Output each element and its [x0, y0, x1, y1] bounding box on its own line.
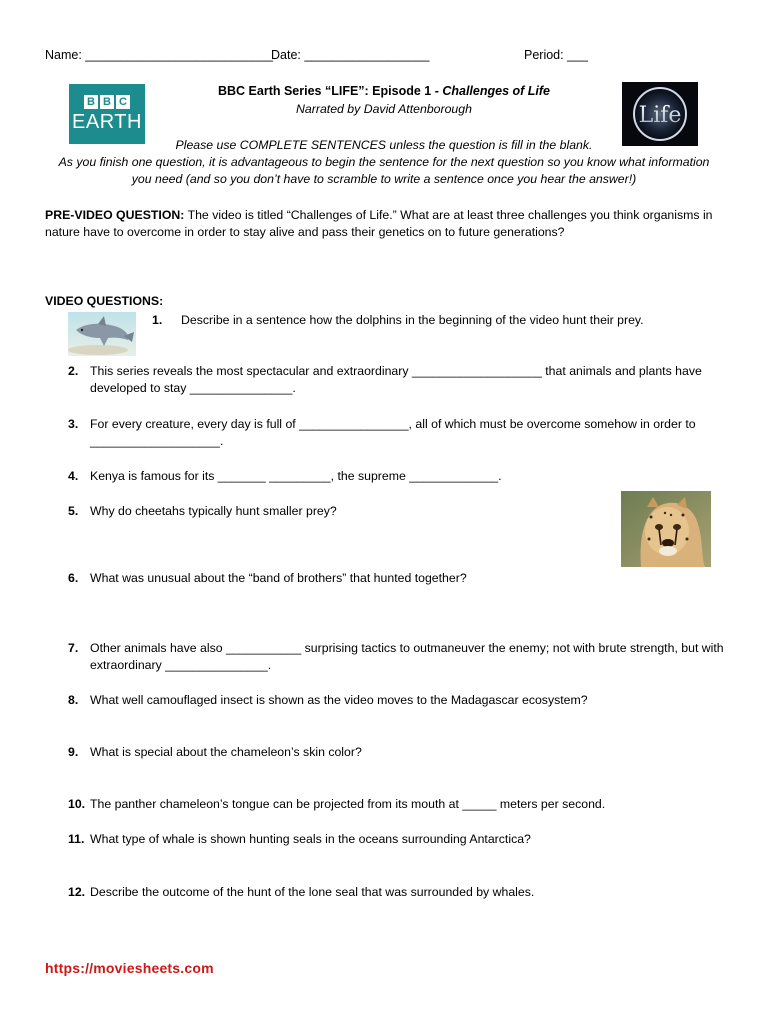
question-12 [68, 884, 728, 901]
instructions-line-1: Please use COMPLETE SENTENCES unless the question is fill in the blank. [175, 138, 593, 152]
question-number: 1. [152, 313, 163, 327]
question-number: 7. [68, 641, 79, 655]
question-number: 4. [68, 469, 79, 483]
moviesheets-link[interactable]: https://moviesheets.com [45, 960, 214, 976]
date-field: Date: __________________ [271, 48, 430, 62]
question-6 [68, 570, 728, 587]
question-number: 12. [68, 885, 86, 899]
worksheet-title [0, 84, 768, 98]
bbc-letter-c: C [116, 95, 130, 109]
name-field: Name: ___________________________ [45, 48, 273, 62]
cheetah-image [621, 491, 711, 567]
question-number: 8. [68, 693, 79, 707]
question-2 [68, 363, 728, 397]
narrator-line: Narrated by David Attenborough [296, 102, 472, 116]
bbc-letter-b1: B [84, 95, 98, 109]
question-number: 3. [68, 417, 79, 431]
question-text: The panther chameleon’s tongue can be projected from its mouth at _____ meters per second. [90, 797, 606, 811]
instructions-line-2: As you finish one question, it is advantageous to begin the sentence for the next question so you know what information [58, 155, 710, 169]
question-number: 5. [68, 504, 79, 518]
question-text: What well camouflaged insect is shown as the video moves to the Madagascar ecosystem? [90, 693, 588, 707]
pre-video-text: The video is titled “Challenges of Life.” What are at least three challenges you think organisms in nature have to overcome in order to stay alive and pass their genetics on to future generations? [45, 208, 713, 239]
dolphin-icon [68, 312, 136, 356]
question-text: Why do cheetahs typically hunt smaller prey? [90, 504, 337, 518]
pre-video-label: PRE-VIDEO QUESTION: [45, 208, 185, 222]
question-text: Kenya is famous for its _______ _________, the supreme _____________. [90, 469, 502, 483]
episode-title: Challenges of Life [442, 84, 550, 98]
question-number: 9. [68, 745, 79, 759]
question-number: 11. [68, 832, 85, 846]
question-number: 10. [68, 797, 86, 811]
video-questions-heading: VIDEO QUESTIONS: [45, 294, 164, 308]
question-3 [68, 416, 728, 450]
question-7 [68, 640, 728, 674]
question-text: What was unusual about the “band of brothers” that hunted together? [90, 571, 467, 585]
question-9 [68, 744, 728, 761]
question-8 [68, 692, 728, 709]
question-number: 6. [68, 571, 79, 585]
question-text: Describe the outcome of the hunt of the lone seal that was surrounded by whales. [90, 885, 535, 899]
title-prefix: BBC Earth Series “LIFE”: Episode 1 - [217, 84, 443, 98]
question-11 [68, 831, 728, 848]
pre-video-question [45, 207, 725, 241]
question-text: For every creature, every day is full of ________________, all of which must be overcome somehow in order to ___________________. [90, 417, 696, 448]
cheetah-icon [621, 491, 711, 567]
period-field: Period: ___ [524, 48, 588, 62]
question-text: Describe in a sentence how the dolphins in the beginning of the video hunt their prey. [181, 313, 644, 327]
life-wordmark: Life [638, 103, 682, 128]
question-text: What is special about the chameleon’s skin color? [90, 745, 362, 759]
question-text: What type of whale is shown hunting seals in the oceans surrounding Antarctica? [90, 832, 531, 846]
question-4 [68, 468, 728, 485]
question-number: 2. [68, 364, 79, 378]
question-10 [68, 796, 728, 813]
bbc-letter-b2: B [100, 95, 114, 109]
instructions-line-3: you need (and so you don’t have to scramble to write a sentence once you hear the answer!) [131, 172, 637, 186]
dolphin-image [68, 312, 136, 356]
question-1 [152, 312, 712, 329]
earth-wordmark: EARTH [72, 110, 142, 133]
question-text: This series reveals the most spectacular and extraordinary ___________________ that animals and plants have developed to stay _______________. [90, 364, 702, 395]
question-text: Other animals have also ___________ surprising tactics to outmaneuver the enemy; not with brute strength, but with extraordinary _______________. [90, 641, 724, 672]
